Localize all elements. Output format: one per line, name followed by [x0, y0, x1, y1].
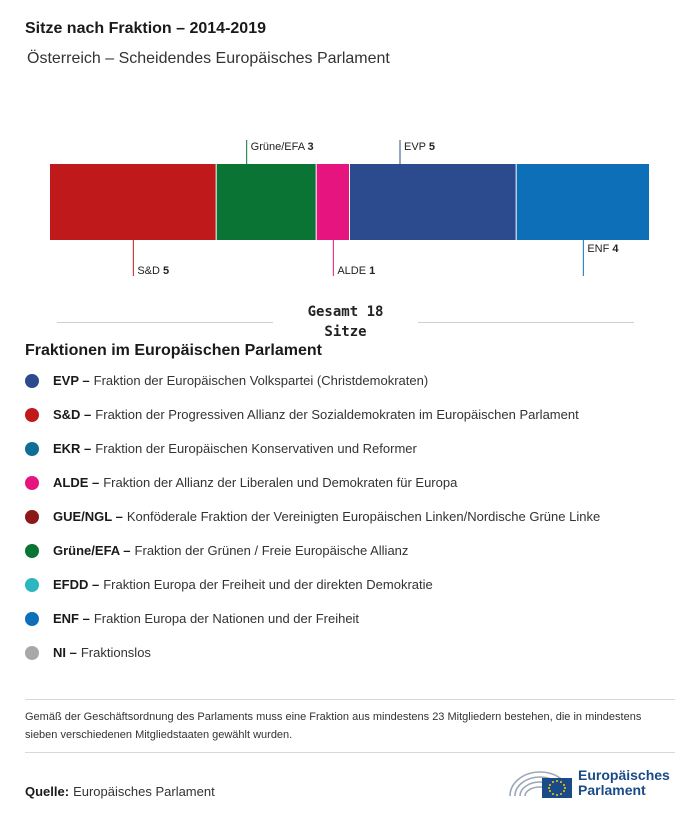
legend-dot — [25, 476, 39, 490]
legend-abbr: S&D – — [53, 407, 92, 422]
seat-bar-alde — [317, 164, 349, 240]
legend-list — [25, 372, 685, 678]
legend-dot — [25, 578, 39, 592]
legend-dot — [25, 646, 39, 660]
seat-bar-gr-ne-efa — [217, 164, 316, 240]
source-line — [25, 784, 215, 799]
seat-bar-chart — [0, 130, 700, 290]
legend-desc: Fraktion der Europäischen Volkspartei (Christdemokraten) — [93, 373, 429, 388]
total-divider-left — [57, 322, 273, 323]
legend-abbr: EVP – — [53, 373, 90, 388]
legend-dot — [25, 442, 39, 456]
chart-title: Sitze nach Fraktion – 2014-2019 — [25, 20, 266, 37]
total-line-2: Sitze — [324, 324, 367, 340]
legend-abbr: EFDD – — [53, 577, 100, 592]
legend-desc: Fraktionslos — [80, 645, 151, 660]
legend-desc: Fraktion Europa der Nationen und der Freiheit — [93, 611, 360, 626]
total-seats — [0, 302, 700, 342]
footnote-divider-top — [25, 699, 675, 700]
seat-label: S&D 5 — [137, 265, 170, 277]
total-line-1: Gesamt 18 — [307, 304, 384, 320]
legend-abbr: NI – — [53, 645, 77, 660]
legend-abbr: ALDE – — [53, 475, 100, 490]
parliament-hemicycle-icon — [506, 760, 576, 804]
legend-dot — [25, 544, 39, 558]
chart-subtitle: Österreich – Scheidendes Europäisches Parlament — [27, 50, 390, 67]
seat-label: Grüne/EFA 3 — [250, 141, 314, 153]
seat-label: ENF 4 — [587, 243, 619, 255]
legend-dot — [25, 408, 39, 422]
legend-item — [25, 610, 685, 644]
legend-desc: Konföderale Fraktion der Vereinigten Europäischen Linken/Nordische Grüne Linke — [126, 509, 601, 524]
legend-item — [25, 474, 685, 508]
legend-desc: Fraktion der Europäischen Konservativen und Reformer — [95, 441, 417, 456]
source-label: Quelle: — [25, 784, 70, 799]
seat-label: ALDE 1 — [337, 265, 376, 277]
legend-dot — [25, 374, 39, 388]
legend-item — [25, 576, 685, 610]
legend-abbr: EKR – — [53, 441, 92, 456]
legend-desc: Fraktion Europa der Freiheit und der direkten Demokratie — [103, 577, 433, 592]
legend-abbr: GUE/NGL – — [53, 509, 123, 524]
legend-item — [25, 406, 685, 440]
footnote-divider-bottom — [25, 752, 675, 753]
legend-desc: Fraktion der Progressiven Allianz der Sozialdemokraten im Europäischen Parlament — [95, 407, 579, 422]
legend-desc: Fraktion der Grünen / Freie Europäische Allianz — [134, 543, 409, 558]
legend-abbr: Grüne/EFA – — [53, 543, 131, 558]
legend-item — [25, 508, 685, 542]
legend-item — [25, 542, 685, 576]
seat-label: EVP 5 — [404, 141, 435, 153]
legend-item — [25, 440, 685, 474]
legend-abbr: ENF – — [53, 611, 90, 626]
source-value: Europäisches Parlament — [73, 784, 215, 799]
legend-desc: Fraktion der Allianz der Liberalen und Demokraten für Europa — [103, 475, 458, 490]
logo-wordmark: Europäisches Parlament — [578, 767, 670, 798]
total-label — [273, 302, 418, 342]
seat-bar-enf — [517, 164, 649, 240]
legend-item — [25, 644, 685, 678]
seat-bar-s-d — [50, 164, 216, 240]
european-parliament-logo — [506, 760, 681, 804]
legend-dot — [25, 612, 39, 626]
legend-title: Fraktionen im Europäischen Parlament — [25, 342, 322, 359]
legend-dot — [25, 510, 39, 524]
total-divider-right — [418, 322, 634, 323]
seat-bar-evp — [350, 164, 516, 240]
footnote: Gemäß der Geschäftsordnung des Parlaments muss eine Fraktion aus mindestens 23 Mitgliedern bestehen, die in mindestens sieben verschiedenen Mitgliedstaaten gewählt wurden. — [25, 711, 642, 741]
legend-item — [25, 372, 685, 406]
